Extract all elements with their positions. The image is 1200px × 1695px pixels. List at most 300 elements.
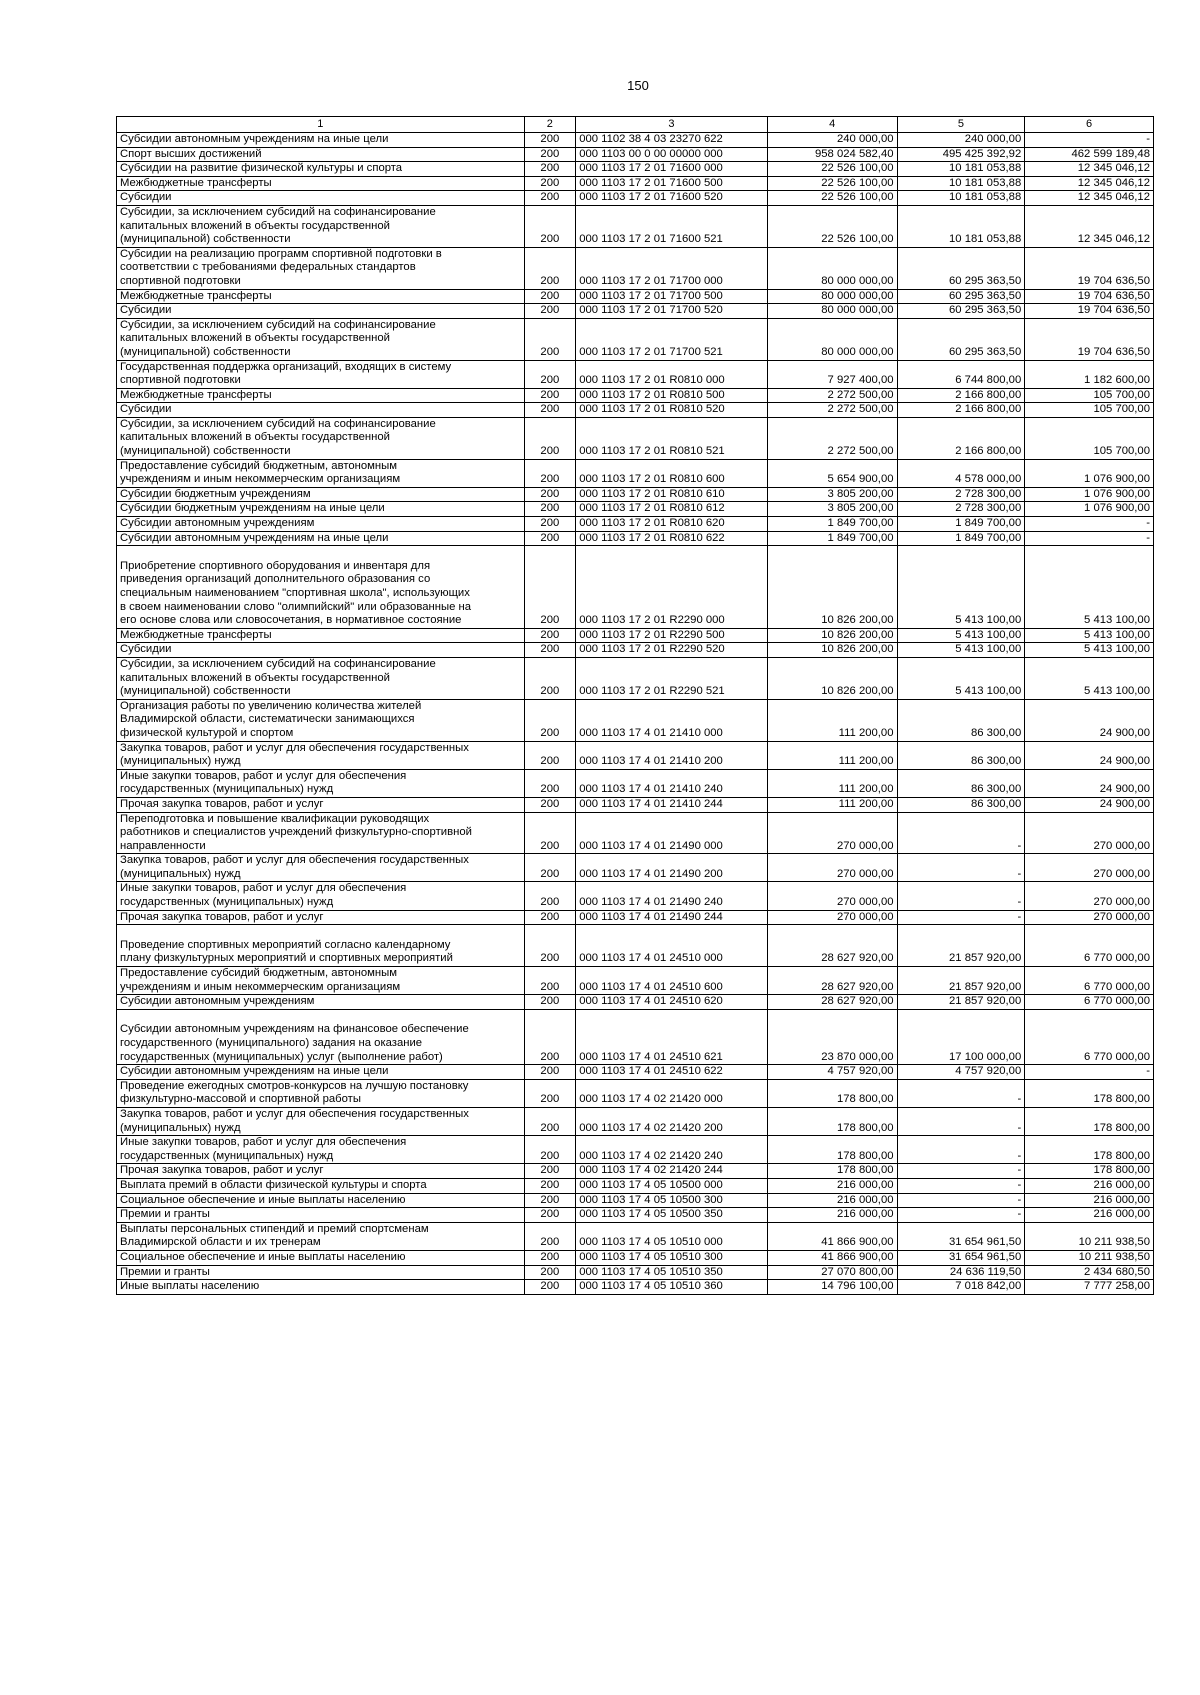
row-value-col4-cell: 240 000,00 [767, 133, 897, 148]
row-value-col5-cell: 60 295 363,50 [897, 289, 1025, 304]
row-admin-code-cell: 200 [524, 854, 576, 882]
row-budget-code-cell: 000 1103 17 2 01 R2290 521 [576, 657, 768, 699]
row-admin-code-cell: 200 [524, 812, 576, 854]
row-budget-code-cell: 000 1103 17 4 01 24510 000 [576, 925, 768, 967]
row-value-col6-cell: 6 770 000,00 [1025, 925, 1154, 967]
row-value-col6-cell: 2 434 680,50 [1025, 1265, 1154, 1280]
row-value-col6-cell: 24 900,00 [1025, 699, 1154, 741]
row-value-col4-cell: 23 870 000,00 [767, 1009, 897, 1064]
row-value-col5-cell: 10 181 053,88 [897, 162, 1025, 177]
row-value-col6-cell: 12 345 046,12 [1025, 191, 1154, 206]
row-value-col4-cell: 80 000 000,00 [767, 247, 897, 289]
row-name-cell: Предоставление субсидий бюджетным, автономным учреждениям и иным некоммерческим организациям [117, 459, 525, 487]
row-value-col4-cell: 111 200,00 [767, 699, 897, 741]
row-admin-code-cell: 200 [524, 133, 576, 148]
table-row [117, 403, 1154, 418]
row-value-col6-cell: 178 800,00 [1025, 1136, 1154, 1164]
row-value-col6-cell: 24 900,00 [1025, 741, 1154, 769]
row-value-col6-cell: 105 700,00 [1025, 403, 1154, 418]
row-value-col5-cell: 60 295 363,50 [897, 318, 1025, 360]
row-budget-code-cell: 000 1103 17 2 01 71600 520 [576, 191, 768, 206]
page-number: 150 [627, 78, 649, 93]
row-admin-code-cell: 200 [524, 289, 576, 304]
row-name-cell: Организация работы по увеличению количества жителей Владимирской области, систематически занимающихся физической культурой и спортом [117, 699, 525, 741]
row-admin-code-cell: 200 [524, 388, 576, 403]
row-value-col4-cell: 22 526 100,00 [767, 205, 897, 247]
row-name-cell: Межбюджетные трансферты [117, 388, 525, 403]
row-name-cell: Межбюджетные трансферты [117, 176, 525, 191]
row-budget-code-cell: 000 1103 17 2 01 71600 500 [576, 176, 768, 191]
row-value-col6-cell: 24 900,00 [1025, 797, 1154, 812]
row-name-cell: Субсидии, за исключением субсидий на софинансирование капитальных вложений в объекты государственной (муниципальной) собственности [117, 318, 525, 360]
row-value-col6-cell: 216 000,00 [1025, 1208, 1154, 1223]
row-value-col4-cell: 2 272 500,00 [767, 388, 897, 403]
row-value-col5-cell: 1 849 700,00 [897, 517, 1025, 532]
row-value-col6-cell: 5 413 100,00 [1025, 643, 1154, 658]
table-row [117, 417, 1154, 459]
row-value-col5-cell: 4 757 920,00 [897, 1065, 1025, 1080]
row-name-cell: Премии и гранты [117, 1265, 525, 1280]
table-row [117, 643, 1154, 658]
row-value-col4-cell: 2 272 500,00 [767, 417, 897, 459]
row-name-cell: Проведение ежегодных смотров-конкурсов на лучшую постановку физкультурно-массовой и спортивной работы [117, 1079, 525, 1107]
row-budget-code-cell: 000 1103 17 4 01 21490 240 [576, 882, 768, 910]
table-row [117, 247, 1154, 289]
table-row [117, 318, 1154, 360]
row-value-col6-cell: 270 000,00 [1025, 882, 1154, 910]
row-value-col6-cell: 5 413 100,00 [1025, 546, 1154, 629]
table-row [117, 797, 1154, 812]
table-row [117, 360, 1154, 388]
row-budget-code-cell: 000 1103 17 4 05 10500 350 [576, 1208, 768, 1223]
row-value-col4-cell: 10 826 200,00 [767, 628, 897, 643]
row-name-cell: Субсидии, за исключением субсидий на софинансирование капитальных вложений в объекты государственной (муниципальной) собственности [117, 417, 525, 459]
table-row [117, 176, 1154, 191]
column-header: 2 [524, 117, 576, 133]
row-value-col6-cell: 19 704 636,50 [1025, 318, 1154, 360]
row-value-col4-cell: 80 000 000,00 [767, 318, 897, 360]
table-row [117, 191, 1154, 206]
row-value-col4-cell: 5 654 900,00 [767, 459, 897, 487]
row-value-col5-cell: - [897, 882, 1025, 910]
row-value-col6-cell: 6 770 000,00 [1025, 1009, 1154, 1064]
row-value-col5-cell: - [897, 1178, 1025, 1193]
table-row [117, 289, 1154, 304]
row-admin-code-cell: 200 [524, 1178, 576, 1193]
table-row [117, 910, 1154, 925]
row-value-col5-cell: 5 413 100,00 [897, 657, 1025, 699]
row-value-col5-cell: 5 413 100,00 [897, 643, 1025, 658]
row-value-col5-cell: - [897, 910, 1025, 925]
row-admin-code-cell: 200 [524, 643, 576, 658]
table-row [117, 925, 1154, 967]
row-value-col6-cell: 270 000,00 [1025, 910, 1154, 925]
row-name-cell: Субсидии автономным учреждениям на иные цели [117, 133, 525, 148]
row-value-col5-cell: 240 000,00 [897, 133, 1025, 148]
row-value-col6-cell: 5 413 100,00 [1025, 657, 1154, 699]
row-admin-code-cell: 200 [524, 925, 576, 967]
row-value-col4-cell: 4 757 920,00 [767, 1065, 897, 1080]
row-value-col6-cell: 12 345 046,12 [1025, 176, 1154, 191]
row-value-col4-cell: 41 866 900,00 [767, 1222, 897, 1250]
row-budget-code-cell: 000 1103 17 4 01 21410 200 [576, 741, 768, 769]
row-name-cell: Премии и гранты [117, 1208, 525, 1223]
row-value-col5-cell: 21 857 920,00 [897, 995, 1025, 1010]
row-value-col4-cell: 22 526 100,00 [767, 162, 897, 177]
budget-table [116, 116, 1154, 1295]
row-admin-code-cell: 200 [524, 769, 576, 797]
row-budget-code-cell: 000 1103 17 4 01 21490 244 [576, 910, 768, 925]
row-value-col5-cell: 86 300,00 [897, 797, 1025, 812]
row-budget-code-cell: 000 1103 17 4 01 21490 000 [576, 812, 768, 854]
table-row [117, 304, 1154, 319]
row-value-col4-cell: 216 000,00 [767, 1193, 897, 1208]
row-value-col4-cell: 111 200,00 [767, 741, 897, 769]
row-value-col4-cell: 2 272 500,00 [767, 403, 897, 418]
row-value-col6-cell: - [1025, 1065, 1154, 1080]
row-value-col5-cell: 21 857 920,00 [897, 925, 1025, 967]
row-budget-code-cell: 000 1103 17 4 05 10500 000 [576, 1178, 768, 1193]
row-admin-code-cell: 200 [524, 967, 576, 995]
row-name-cell: Субсидии [117, 191, 525, 206]
row-value-col4-cell: 10 826 200,00 [767, 546, 897, 629]
row-budget-code-cell: 000 1103 17 2 01 R0810 622 [576, 531, 768, 546]
row-budget-code-cell: 000 1103 17 4 01 21490 200 [576, 854, 768, 882]
row-value-col6-cell: 12 345 046,12 [1025, 205, 1154, 247]
row-budget-code-cell: 000 1103 17 2 01 R0810 520 [576, 403, 768, 418]
row-name-cell: Прочая закупка товаров, работ и услуг [117, 797, 525, 812]
row-value-col4-cell: 28 627 920,00 [767, 925, 897, 967]
table-row [117, 1250, 1154, 1265]
row-value-col5-cell: 2 166 800,00 [897, 388, 1025, 403]
row-name-cell: Субсидии бюджетным учреждениям [117, 487, 525, 502]
row-budget-code-cell: 000 1103 17 2 01 R2290 520 [576, 643, 768, 658]
row-value-col4-cell: 28 627 920,00 [767, 995, 897, 1010]
row-value-col4-cell: 10 826 200,00 [767, 643, 897, 658]
row-value-col6-cell: 6 770 000,00 [1025, 995, 1154, 1010]
table-row [117, 162, 1154, 177]
row-name-cell: Социальное обеспечение и иные выплаты населению [117, 1193, 525, 1208]
row-budget-code-cell: 000 1103 17 4 01 21410 244 [576, 797, 768, 812]
row-admin-code-cell: 200 [524, 318, 576, 360]
row-value-col4-cell: 10 826 200,00 [767, 657, 897, 699]
row-name-cell: Закупка товаров, работ и услуг для обеспечения государственных (муниципальных) нужд [117, 741, 525, 769]
row-budget-code-cell: 000 1103 17 2 01 R0810 500 [576, 388, 768, 403]
row-value-col6-cell: 270 000,00 [1025, 812, 1154, 854]
row-name-cell: Прочая закупка товаров, работ и услуг [117, 910, 525, 925]
row-admin-code-cell: 200 [524, 1164, 576, 1179]
row-budget-code-cell: 000 1103 17 4 05 10510 000 [576, 1222, 768, 1250]
row-name-cell: Иные выплаты населению [117, 1280, 525, 1295]
row-value-col5-cell: 6 744 800,00 [897, 360, 1025, 388]
table-row [117, 205, 1154, 247]
row-value-col4-cell: 41 866 900,00 [767, 1250, 897, 1265]
row-admin-code-cell: 200 [524, 417, 576, 459]
table-row [117, 502, 1154, 517]
table-row [117, 388, 1154, 403]
row-value-col5-cell: 1 849 700,00 [897, 531, 1025, 546]
row-value-col6-cell: 216 000,00 [1025, 1178, 1154, 1193]
row-value-col6-cell: 462 599 189,48 [1025, 147, 1154, 162]
row-name-cell: Субсидии автономным учреждениям на иные цели [117, 1065, 525, 1080]
row-name-cell: Выплата премий в области физической культуры и спорта [117, 1178, 525, 1193]
row-budget-code-cell: 000 1103 17 2 01 R0810 521 [576, 417, 768, 459]
row-admin-code-cell: 200 [524, 205, 576, 247]
row-value-col6-cell: 1 182 600,00 [1025, 360, 1154, 388]
row-value-col5-cell: - [897, 854, 1025, 882]
row-budget-code-cell: 000 1103 17 4 05 10500 300 [576, 1193, 768, 1208]
row-value-col6-cell: 10 211 938,50 [1025, 1222, 1154, 1250]
row-value-col6-cell: - [1025, 133, 1154, 148]
row-name-cell: Субсидии [117, 403, 525, 418]
row-value-col4-cell: 3 805 200,00 [767, 502, 897, 517]
table-row [117, 1136, 1154, 1164]
row-value-col5-cell: 10 181 053,88 [897, 176, 1025, 191]
row-name-cell: Иные закупки товаров, работ и услуг для обеспечения государственных (муниципальных) нужд [117, 1136, 525, 1164]
row-value-col6-cell: - [1025, 531, 1154, 546]
row-value-col4-cell: 111 200,00 [767, 769, 897, 797]
row-value-col4-cell: 80 000 000,00 [767, 289, 897, 304]
row-admin-code-cell: 200 [524, 403, 576, 418]
row-value-col6-cell: 12 345 046,12 [1025, 162, 1154, 177]
row-budget-code-cell: 000 1103 17 2 01 R2290 500 [576, 628, 768, 643]
table-row [117, 1193, 1154, 1208]
row-value-col4-cell: 270 000,00 [767, 812, 897, 854]
row-budget-code-cell: 000 1103 17 2 01 71600 000 [576, 162, 768, 177]
table-row [117, 628, 1154, 643]
row-name-cell: Переподготовка и повышение квалификации руководящих работников и специалистов учреждений физкультурно-спортивной направленности [117, 812, 525, 854]
row-name-cell: Межбюджетные трансферты [117, 628, 525, 643]
row-name-cell: Иные закупки товаров, работ и услуг для обеспечения государственных (муниципальных) нужд [117, 769, 525, 797]
row-name-cell: Субсидии автономным учреждениям [117, 995, 525, 1010]
row-name-cell: Приобретение спортивного оборудования и инвентаря для приведения организаций дополнительного образования со специальным наименованием "спортивная школа", использующих в своем наименовании слово "олимпийский" или образованные на его основе слова или словосочетания, в нормативное состояние [117, 546, 525, 629]
row-value-col5-cell: 60 295 363,50 [897, 304, 1025, 319]
row-value-col6-cell: 270 000,00 [1025, 854, 1154, 882]
row-admin-code-cell: 200 [524, 162, 576, 177]
table-row [117, 1265, 1154, 1280]
row-name-cell: Субсидии [117, 304, 525, 319]
row-name-cell: Субсидии на реализацию программ спортивной подготовки в соответствии с требованиями федеральных стандартов спортивной подготовки [117, 247, 525, 289]
column-header-row [117, 117, 1154, 133]
row-value-col5-cell: 2 728 300,00 [897, 487, 1025, 502]
row-value-col5-cell: 86 300,00 [897, 741, 1025, 769]
row-budget-code-cell: 000 1102 38 4 03 23270 622 [576, 133, 768, 148]
row-budget-code-cell: 000 1103 17 4 01 24510 600 [576, 967, 768, 995]
row-budget-code-cell: 000 1103 17 2 01 R0810 620 [576, 517, 768, 532]
row-budget-code-cell: 000 1103 17 2 01 71700 520 [576, 304, 768, 319]
row-value-col4-cell: 80 000 000,00 [767, 304, 897, 319]
row-name-cell: Субсидии автономным учреждениям на иные цели [117, 531, 525, 546]
row-admin-code-cell: 200 [524, 1208, 576, 1223]
table-row [117, 967, 1154, 995]
row-admin-code-cell: 200 [524, 1009, 576, 1064]
row-admin-code-cell: 200 [524, 1065, 576, 1080]
row-value-col6-cell: 1 076 900,00 [1025, 487, 1154, 502]
row-admin-code-cell: 200 [524, 910, 576, 925]
row-value-col6-cell: 24 900,00 [1025, 769, 1154, 797]
row-value-col4-cell: 7 927 400,00 [767, 360, 897, 388]
row-budget-code-cell: 000 1103 17 4 05 10510 360 [576, 1280, 768, 1295]
table-row [117, 1208, 1154, 1223]
row-value-col5-cell: - [897, 1208, 1025, 1223]
row-value-col5-cell: 4 578 000,00 [897, 459, 1025, 487]
row-value-col6-cell: 178 800,00 [1025, 1164, 1154, 1179]
row-value-col4-cell: 22 526 100,00 [767, 176, 897, 191]
row-name-cell: Выплаты персональных стипендий и премий спортсменам Владимирской области и их тренерам [117, 1222, 525, 1250]
table-row [117, 546, 1154, 629]
row-admin-code-cell: 200 [524, 628, 576, 643]
row-value-col6-cell: 105 700,00 [1025, 417, 1154, 459]
row-value-col4-cell: 270 000,00 [767, 854, 897, 882]
table-row [117, 741, 1154, 769]
row-admin-code-cell: 200 [524, 147, 576, 162]
row-value-col4-cell: 270 000,00 [767, 882, 897, 910]
row-admin-code-cell: 200 [524, 1222, 576, 1250]
row-name-cell: Закупка товаров, работ и услуг для обеспечения государственных (муниципальных) нужд [117, 1107, 525, 1135]
row-admin-code-cell: 200 [524, 1250, 576, 1265]
table-row [117, 147, 1154, 162]
row-value-col4-cell: 111 200,00 [767, 797, 897, 812]
row-value-col5-cell: 5 413 100,00 [897, 628, 1025, 643]
table-row [117, 531, 1154, 546]
row-value-col5-cell: 31 654 961,50 [897, 1222, 1025, 1250]
row-value-col6-cell: - [1025, 517, 1154, 532]
table-row [117, 1009, 1154, 1064]
row-admin-code-cell: 200 [524, 1280, 576, 1295]
row-admin-code-cell: 200 [524, 304, 576, 319]
row-value-col6-cell: 1 076 900,00 [1025, 459, 1154, 487]
column-header: 5 [897, 117, 1025, 133]
row-budget-code-cell: 000 1103 17 2 01 71700 500 [576, 289, 768, 304]
row-budget-code-cell: 000 1103 17 2 01 71700 521 [576, 318, 768, 360]
table-row [117, 882, 1154, 910]
row-value-col5-cell: 10 181 053,88 [897, 205, 1025, 247]
row-name-cell: Субсидии автономным учреждениям на финансовое обеспечение государственного (муниципального) задания на оказание государственных (муниципальных) услуг (выполнение работ) [117, 1009, 525, 1064]
row-value-col5-cell: 86 300,00 [897, 699, 1025, 741]
row-value-col5-cell: 60 295 363,50 [897, 247, 1025, 289]
row-budget-code-cell: 000 1103 17 4 01 24510 620 [576, 995, 768, 1010]
row-admin-code-cell: 200 [524, 502, 576, 517]
row-budget-code-cell: 000 1103 17 4 02 21420 240 [576, 1136, 768, 1164]
row-admin-code-cell: 200 [524, 699, 576, 741]
row-budget-code-cell: 000 1103 17 2 01 R0810 000 [576, 360, 768, 388]
row-budget-code-cell: 000 1103 17 4 02 21420 200 [576, 1107, 768, 1135]
row-name-cell: Закупка товаров, работ и услуг для обеспечения государственных (муниципальных) нужд [117, 854, 525, 882]
row-value-col4-cell: 27 070 800,00 [767, 1265, 897, 1280]
row-budget-code-cell: 000 1103 17 2 01 71600 521 [576, 205, 768, 247]
column-header: 4 [767, 117, 897, 133]
row-value-col5-cell: - [897, 1136, 1025, 1164]
row-value-col5-cell: - [897, 1079, 1025, 1107]
row-budget-code-cell: 000 1103 17 4 05 10510 350 [576, 1265, 768, 1280]
row-value-col6-cell: 1 076 900,00 [1025, 502, 1154, 517]
row-value-col6-cell: 216 000,00 [1025, 1193, 1154, 1208]
row-value-col6-cell: 19 704 636,50 [1025, 247, 1154, 289]
row-admin-code-cell: 200 [524, 882, 576, 910]
row-name-cell: Иные закупки товаров, работ и услуг для обеспечения государственных (муниципальных) нужд [117, 882, 525, 910]
row-value-col5-cell: 2 166 800,00 [897, 417, 1025, 459]
row-name-cell: Прочая закупка товаров, работ и услуг [117, 1164, 525, 1179]
row-value-col4-cell: 270 000,00 [767, 910, 897, 925]
row-value-col5-cell: 17 100 000,00 [897, 1009, 1025, 1064]
row-value-col6-cell: 7 777 258,00 [1025, 1280, 1154, 1295]
row-name-cell: Спорт высших достижений [117, 147, 525, 162]
row-value-col4-cell: 216 000,00 [767, 1178, 897, 1193]
row-value-col4-cell: 28 627 920,00 [767, 967, 897, 995]
row-budget-code-cell: 000 1103 17 4 01 24510 622 [576, 1065, 768, 1080]
row-admin-code-cell: 200 [524, 1193, 576, 1208]
row-admin-code-cell: 200 [524, 657, 576, 699]
row-admin-code-cell: 200 [524, 1107, 576, 1135]
row-budget-code-cell: 000 1103 00 0 00 00000 000 [576, 147, 768, 162]
row-name-cell: Субсидии, за исключением субсидий на софинансирование капитальных вложений в объекты государственной (муниципальной) собственности [117, 657, 525, 699]
row-budget-code-cell: 000 1103 17 2 01 R0810 612 [576, 502, 768, 517]
row-admin-code-cell: 200 [524, 797, 576, 812]
row-admin-code-cell: 200 [524, 247, 576, 289]
table-row [117, 1079, 1154, 1107]
row-value-col4-cell: 178 800,00 [767, 1079, 897, 1107]
table-row [117, 1065, 1154, 1080]
table-row [117, 812, 1154, 854]
row-value-col4-cell: 3 805 200,00 [767, 487, 897, 502]
row-admin-code-cell: 200 [524, 531, 576, 546]
row-admin-code-cell: 200 [524, 1265, 576, 1280]
row-value-col4-cell: 958 024 582,40 [767, 147, 897, 162]
row-value-col5-cell: - [897, 812, 1025, 854]
column-header: 6 [1025, 117, 1154, 133]
table-row [117, 657, 1154, 699]
table-row [117, 1222, 1154, 1250]
row-name-cell: Субсидии автономным учреждениям [117, 517, 525, 532]
row-budget-code-cell: 000 1103 17 4 02 21420 244 [576, 1164, 768, 1179]
row-budget-code-cell: 000 1103 17 2 01 71700 000 [576, 247, 768, 289]
row-value-col5-cell: 86 300,00 [897, 769, 1025, 797]
row-admin-code-cell: 200 [524, 191, 576, 206]
table-row [117, 1280, 1154, 1295]
row-admin-code-cell: 200 [524, 995, 576, 1010]
row-budget-code-cell: 000 1103 17 4 01 21410 240 [576, 769, 768, 797]
table-row [117, 1178, 1154, 1193]
table-row [117, 854, 1154, 882]
row-value-col6-cell: 178 800,00 [1025, 1079, 1154, 1107]
row-budget-code-cell: 000 1103 17 2 01 R0810 600 [576, 459, 768, 487]
row-value-col6-cell: 6 770 000,00 [1025, 967, 1154, 995]
row-admin-code-cell: 200 [524, 487, 576, 502]
row-value-col6-cell: 105 700,00 [1025, 388, 1154, 403]
row-value-col5-cell: 2 728 300,00 [897, 502, 1025, 517]
row-value-col6-cell: 178 800,00 [1025, 1107, 1154, 1135]
row-value-col5-cell: 31 654 961,50 [897, 1250, 1025, 1265]
row-name-cell: Проведение спортивных мероприятий согласно календарному плану физкультурных мероприятий и спортивных мероприятий [117, 925, 525, 967]
row-value-col4-cell: 178 800,00 [767, 1107, 897, 1135]
row-budget-code-cell: 000 1103 17 4 01 24510 621 [576, 1009, 768, 1064]
row-admin-code-cell: 200 [524, 546, 576, 629]
row-value-col5-cell: 7 018 842,00 [897, 1280, 1025, 1295]
row-value-col6-cell: 10 211 938,50 [1025, 1250, 1154, 1265]
column-header: 3 [576, 117, 768, 133]
row-value-col4-cell: 14 796 100,00 [767, 1280, 897, 1295]
row-name-cell: Предоставление субсидий бюджетным, автономным учреждениям и иным некоммерческим организациям [117, 967, 525, 995]
row-admin-code-cell: 200 [524, 1079, 576, 1107]
table-row [117, 1107, 1154, 1135]
row-budget-code-cell: 000 1103 17 2 01 R2290 000 [576, 546, 768, 629]
row-name-cell: Субсидии на развитие физической культуры и спорта [117, 162, 525, 177]
table-row [117, 517, 1154, 532]
row-admin-code-cell: 200 [524, 1136, 576, 1164]
table-row [117, 459, 1154, 487]
row-value-col5-cell: - [897, 1164, 1025, 1179]
row-admin-code-cell: 200 [524, 517, 576, 532]
